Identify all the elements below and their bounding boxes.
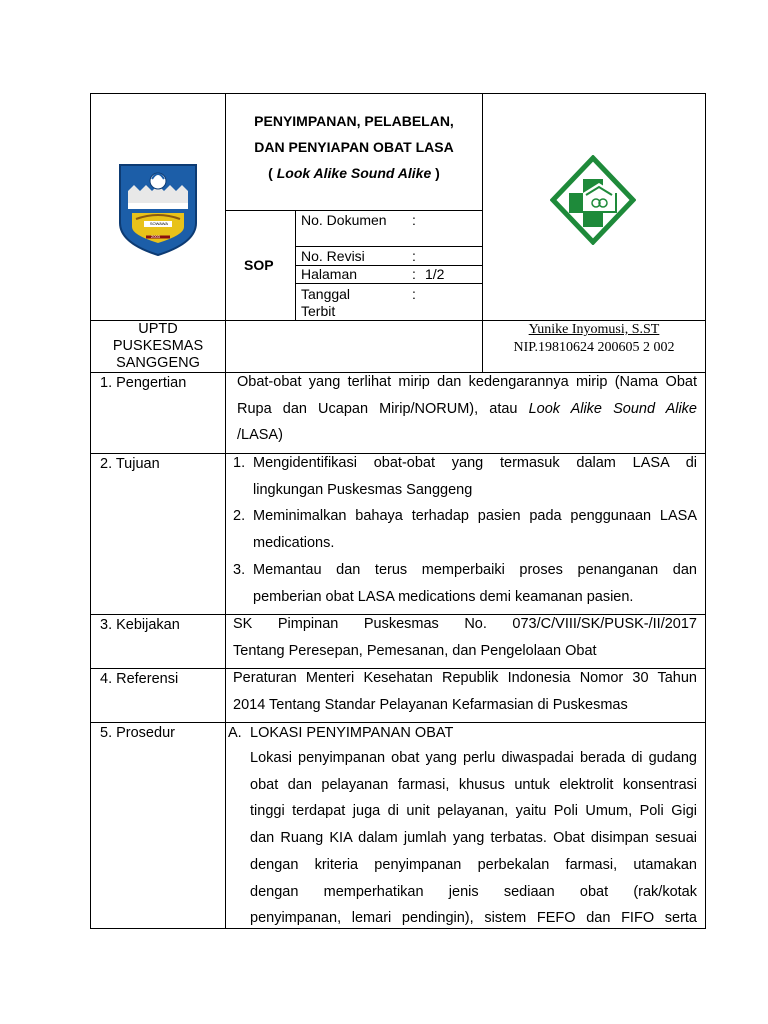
list-item: 3. Memantau dan terus memperbaiki proses penanganan dan pemberian obat LASA medications demi keamanan pasien.	[233, 561, 697, 605]
signer-nip: NIP.19810624 200605 2 002	[513, 340, 675, 355]
field-terbit-label: Terbit	[301, 303, 336, 319]
field-halaman-colon: :	[412, 266, 416, 282]
prosedur-sub-title: LOKASI PENYIMPANAN OBAT	[250, 725, 454, 741]
section-label-pengertian: 1. Pengertian	[100, 375, 187, 391]
document-title	[226, 108, 482, 186]
title-line-1: PENYIMPANAN, PELABELAN,	[254, 113, 454, 129]
regional-emblem-logo	[118, 163, 198, 257]
section-label-tujuan: 2. Tujuan	[100, 456, 160, 472]
title-line-2: DAN PENYIAPAN OBAT LASA	[254, 139, 454, 155]
prosedur-text: Lokasi penyimpanan obat yang perlu diwaspadai berada di gudang obat dan pelayanan farmasi, khusus untuk elektrolit konsentrasi tinggi terdapat juga di unit pelayanan, yaitu Poli Umum, Poli Gigi dan Ruang KIA dalam jumlah yang terbatas. Obat disimpan sesuai dengan kriteria penyimpanan perbekalan farmasi, utamakan dengan memperhatikan jenis sediaan obat (rak/kotak penyimpanan, lemari pendingin), sistem FEFO dan FIFO serta	[250, 750, 697, 927]
field-no-dokumen-colon: :	[412, 212, 416, 228]
emblem-ribbon-year: 2003	[151, 234, 160, 239]
field-tanggal-colon: :	[412, 286, 416, 302]
list-item: 2. Meminimalkan bahaya terhadap pasien pada penggunaan LASA medications.	[233, 508, 697, 552]
sop-label: SOP	[244, 257, 274, 273]
referensi-text: Peraturan Menteri Kesehatan Republik Indonesia Nomor 30 Tahun 2014 Tentang Standar Pelayanan Kefarmasian di Puskesmas	[233, 670, 697, 713]
tujuan-list	[233, 450, 697, 610]
field-halaman-value: 1/2	[425, 266, 445, 282]
prosedur-sub-letter: A.	[228, 725, 242, 741]
section-label-kebijakan: 3. Kebijakan	[100, 617, 180, 633]
list-item: 1. Mengidentifikasi obat-obat yang termasuk dalam LASA di lingkungan Puskesmas Sanggeng	[233, 455, 697, 498]
field-no-revisi-colon: :	[412, 248, 416, 264]
field-no-dokumen-label: No. Dokumen	[301, 212, 387, 228]
field-no-revisi-label: No. Revisi	[301, 248, 365, 264]
kebijakan-text: SK Pimpinan Puskesmas No. 073/C/VIII/SK/PUSK-/II/2017 Tentang Peresepan, Pemesanan, dan Pengelolaan Obat	[233, 616, 697, 659]
field-tanggal-label: Tanggal	[301, 286, 351, 302]
title-line-3: ( Look Alike Sound Alike )	[268, 165, 440, 181]
signer-block	[483, 321, 705, 357]
organization-name: UPTD PUSKESMAS SANGGENG	[112, 321, 204, 371]
section-label-referensi: 4. Referensi	[100, 671, 179, 687]
puskesmas-logo	[550, 155, 636, 245]
pengertian-text: Obat-obat yang terlihat mirip dan kedengarannya mirip (Nama Obat Rupa dan Ucapan Mirip/NORUM), atau Look Alike Sound Alike /LASA)	[237, 374, 697, 444]
signer-name: Yunike Inyomusi, S.ST	[528, 322, 660, 337]
field-halaman-label: Halaman	[301, 266, 358, 282]
section-label-prosedur: 5. Prosedur	[100, 725, 175, 741]
emblem-ribbon-text: SOWAWA	[149, 221, 169, 226]
